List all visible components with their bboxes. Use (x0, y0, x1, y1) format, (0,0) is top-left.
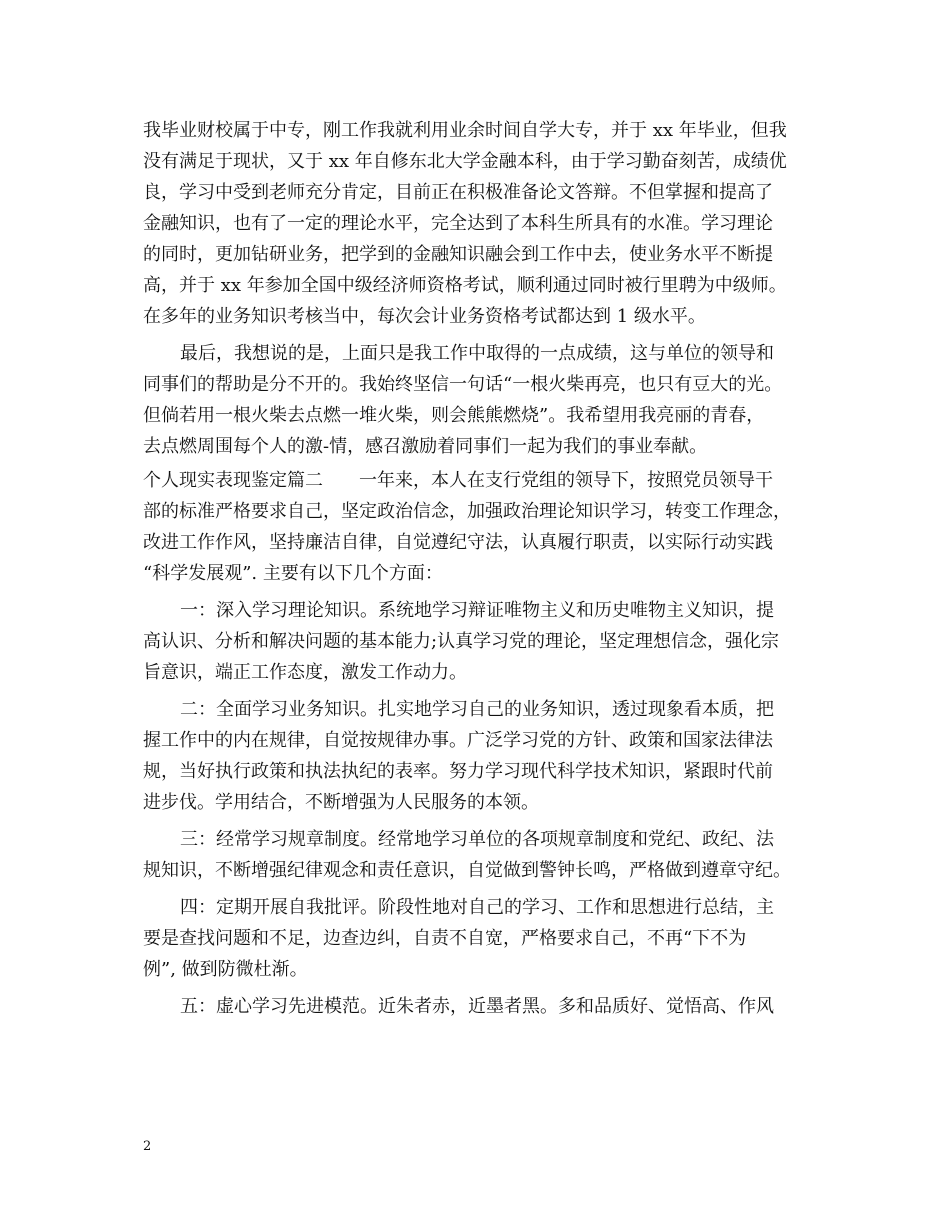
document-body (143, 115, 833, 1022)
text-line: 一：深入学习理论知识。系统地学习辩证唯物主义和历史唯物主义知识，提 (180, 600, 774, 621)
text-line: 金融知识，也有了一定的理论水平，完全达到了本科生所具有的水准。学习理论 (143, 213, 773, 234)
text-line: 但倘若用一根火柴去点燃一堆火柴，则会熊熊燃烧”。我希望用我亮丽的青春， (143, 405, 765, 426)
text-line: 例”, 做到防微杜渐。 (143, 959, 308, 980)
text-line: 旨意识，端正工作态度，激发工作动力。 (143, 662, 467, 683)
text-line: 的同时，更加钻研业务，把学到的金融知识融会到工作中去，使业务水平不断提 (143, 244, 773, 265)
text-line: 高，并于 xx 年参加全国中级经济师资格考试，顺利通过同时被行里聘为中级师。 (143, 275, 787, 296)
text-line: 同事们的帮助是分不开的。我始终坚信一句话“一根火柴再亮，也只有豆大的光。 (143, 374, 783, 395)
text-line: “科学发展观”. 主要有以下几个方面： (143, 563, 443, 584)
text-line: 良，学习中受到老师充分肯定，目前正在积极准备论文答辩。不但掌握和提高了 (143, 182, 773, 203)
text-line: 高认识、分析和解决问题的基本能力;认真学习党的理论，坚定理想信念，强化宗 (143, 631, 780, 652)
text-line: 改进工作作风，坚持廉洁自律，自觉遵纪守法，认真履行职责，以实际行动实践 (143, 532, 773, 553)
text-line: 三：经常学习规章制度。经常地学习单位的各项规章制度和党纪、政纪、法 (180, 829, 774, 850)
text-line: 去点燃周围每个人的激-情，感召激励着同事们一起为我们的事业奉献。 (143, 436, 708, 457)
text-line: 二：全面学习业务知识。扎实地学习自己的业务知识，透过现象看本质，把 (180, 699, 774, 720)
text-line: 进步伐。学用结合，不断增强为人民服务的本领。 (143, 792, 539, 813)
text-line: 规知识，不断增强纪律观念和责任意识，自觉做到警钟长鸣，严格做到遵章守纪。 (143, 860, 791, 881)
text-line: 我毕业财校属于中专，刚工作我就利用业余时间自学大专，并于 xx 年毕业，但我 (143, 120, 787, 141)
text-line: 最后，我想说的是，上面只是我工作中取得的一点成绩，这与单位的领导和 (180, 343, 774, 364)
text-line: 要是查找问题和不足，边查边纠，自责不自宽，严格要求自己，不再“下不为 (143, 928, 747, 949)
text-line: 部的标准严格要求自己，坚定政治信念，加强政治理论知识学习，转变工作理念， (143, 501, 791, 522)
text-line: 四：定期开展自我批评。阶段性地对自己的学习、工作和思想进行总结，主 (180, 897, 774, 918)
text-line: 规，当好执行政策和执法执纪的表率。努力学习现代科学技术知识，紧跟时代前 (143, 761, 773, 782)
page-number: 2 (143, 1139, 152, 1154)
text-line: 握工作中的内在规律，自觉按规律办事。广泛学习党的方针、政策和国家法律法 (143, 730, 773, 751)
text-line: 个人现实表现鉴定篇二 一年来，本人在支行党组的领导下，按照党员领导干 (143, 470, 773, 491)
text-line: 五：虚心学习先进模范。近朱者赤，近墨者黑。多和品质好、觉悟高、作风 (180, 996, 774, 1017)
text-line: 没有满足于现状，又于 xx 年自修东北大学金融本科，由于学习勤奋刻苦，成绩优 (143, 151, 787, 172)
text-line: 在多年的业务知识考核当中，每次会计业务资格考试都达到 1 级水平。 (143, 306, 706, 327)
